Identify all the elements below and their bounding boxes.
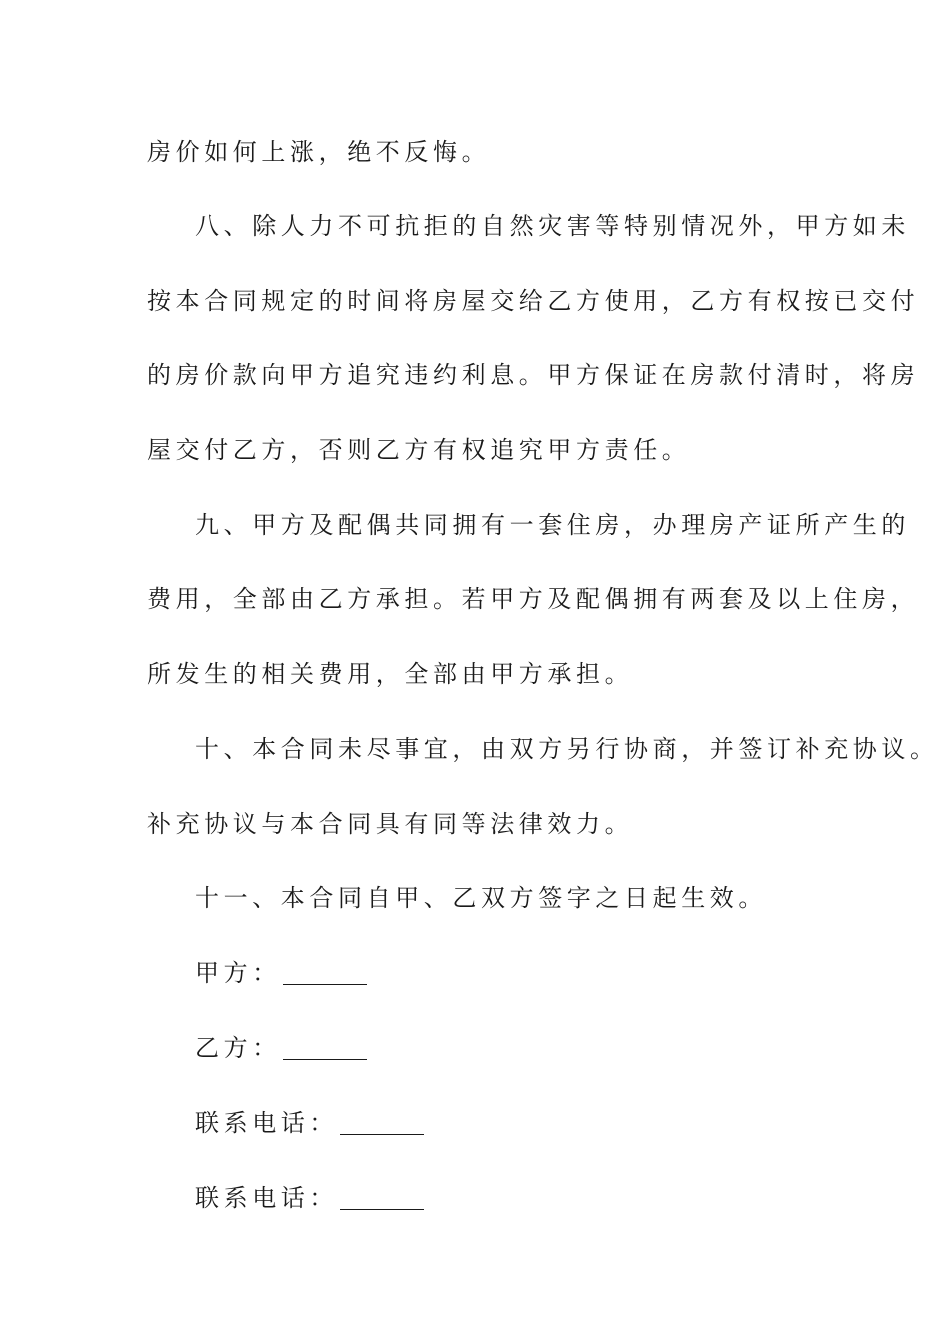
clause-8-line: 的房价款向甲方追究违约利息。甲方保证在房款付清时，将房 bbox=[147, 361, 920, 389]
phone-label: 联系电话： bbox=[195, 1184, 338, 1212]
party-b-signature bbox=[195, 1030, 367, 1066]
clause-8-line: 按本合同规定的时间将房屋交给乙方使用，乙方有权按已交付 bbox=[147, 287, 920, 315]
clause-8-line: 八、除人力不可抗拒的自然灾害等特别情况外，甲方如未 bbox=[195, 212, 910, 240]
phone-label: 联系电话： bbox=[195, 1109, 338, 1137]
clause-11-line: 十一、本合同自甲、乙双方签字之日起生效。 bbox=[195, 884, 767, 912]
signature-blank[interactable] bbox=[283, 1035, 367, 1060]
clause-10-line: 补充协议与本合同具有同等法律效力。 bbox=[147, 810, 634, 838]
phone-field-b bbox=[195, 1180, 424, 1216]
party-a-signature bbox=[195, 955, 367, 991]
clause-8-line: 屋交付乙方，否则乙方有权追究甲方责任。 bbox=[147, 436, 691, 464]
text-line: 房价如何上涨，绝不反悔。 bbox=[147, 138, 491, 166]
signature-label: 甲方： bbox=[195, 959, 281, 987]
clause-9-line: 九、甲方及配偶共同拥有一套住房，办理房产证所产生的 bbox=[195, 511, 910, 539]
clause-10-line: 十、本合同未尽事宜，由双方另行协商，并签订补充协议。 bbox=[195, 735, 939, 763]
phone-field-a bbox=[195, 1105, 424, 1141]
signature-label: 乙方： bbox=[195, 1034, 281, 1062]
clause-9-line: 所发生的相关费用，全部由甲方承担。 bbox=[147, 660, 634, 688]
clause-9-line: 费用，全部由乙方承担。若甲方及配偶拥有两套及以上住房， bbox=[147, 585, 920, 613]
signature-blank[interactable] bbox=[283, 960, 367, 985]
phone-blank[interactable] bbox=[340, 1110, 424, 1135]
phone-blank[interactable] bbox=[340, 1185, 424, 1210]
